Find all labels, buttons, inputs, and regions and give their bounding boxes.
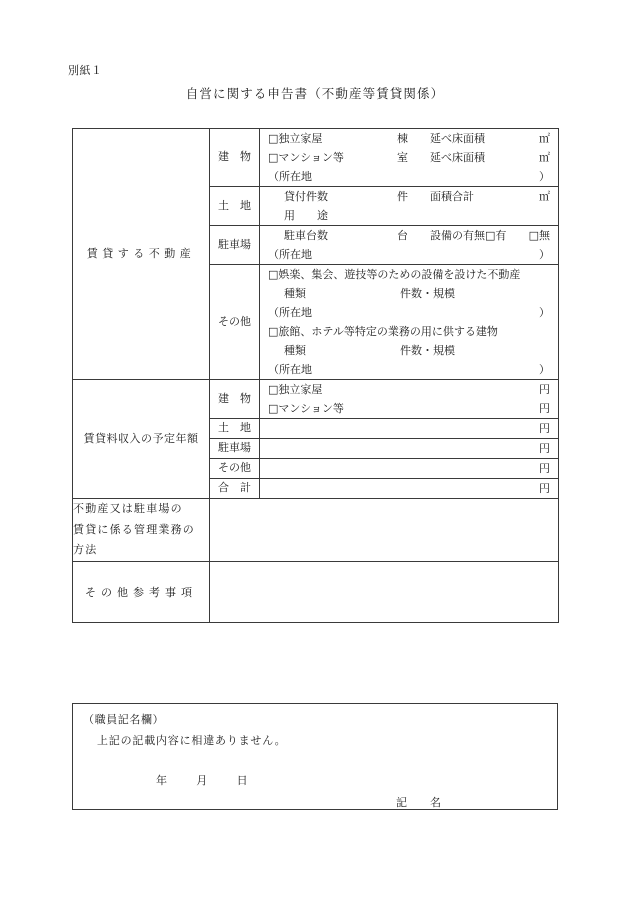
entertainment-line: [260, 265, 558, 284]
staff-box-title: （職員記名欄）: [83, 713, 165, 726]
management-method-input[interactable]: [210, 499, 559, 562]
detached-house-area-unit: ㎡: [539, 132, 550, 145]
land-use-line: [260, 206, 558, 225]
detached-house-checkbox[interactable]: □独立家屋: [268, 132, 323, 145]
hotel-type-line: [260, 341, 558, 360]
table-row-management: [73, 499, 559, 562]
apartment-unit: 室: [397, 151, 408, 164]
remarks-label: その他参考事項: [73, 562, 210, 623]
income-land-cell: [260, 419, 559, 439]
table-row-income-building: [73, 380, 559, 419]
entertainment-facility-checkbox[interactable]: □娯楽、集会、遊技等のための設備を設けた不動産: [268, 268, 521, 281]
staff-date-line: [156, 772, 273, 788]
land-total-area-label: 面積合計: [430, 190, 474, 203]
parking-detail-cell: [260, 226, 559, 265]
other-property-detail-cell: [260, 265, 559, 380]
detached-house-floor-area-label: 延べ床面積: [430, 132, 485, 145]
land-use-label: 用 途: [284, 209, 328, 222]
land-area-unit: ㎡: [539, 190, 550, 203]
management-label-line1: 不動産又は駐車場の: [73, 502, 183, 516]
entertainment-location-line: [260, 303, 558, 322]
income-apartment-checkbox[interactable]: □マンション等: [268, 402, 344, 415]
entertainment-type-label: 種類: [284, 287, 306, 300]
hotel-location-line: [260, 360, 558, 379]
income-other-line: [260, 459, 558, 478]
staff-confirmation-text: 上記の記載内容に相違ありません。: [97, 734, 287, 747]
income-land-line: [260, 419, 558, 438]
entertainment-location-close: ）: [539, 306, 550, 319]
remarks-input[interactable]: [210, 562, 559, 623]
table-row-building: [73, 129, 559, 187]
parking-spaces-line: [260, 226, 558, 245]
income-parking-line: [260, 439, 558, 458]
parking-facility-yes-checkbox[interactable]: 設備の有無□有: [430, 229, 507, 242]
detached-house-unit: 棟: [397, 132, 408, 145]
income-other-currency: 円: [539, 462, 550, 475]
staff-year-label: 年: [156, 774, 168, 787]
land-count-line: [260, 187, 558, 206]
management-method-label: [73, 499, 210, 562]
declaration-table: [72, 128, 559, 623]
income-total-cell: [260, 479, 559, 499]
income-total-label: 合 計: [210, 479, 260, 499]
staff-signature-label: 記 名: [396, 796, 447, 809]
other-property-label: その他: [210, 265, 260, 380]
parking-label: 駐車場: [210, 226, 260, 265]
income-building-cell: [260, 380, 559, 419]
page-title: 自営に関する申告書（不動産等賃貸関係）: [185, 86, 445, 101]
income-land-currency: 円: [539, 422, 550, 435]
staff-signature-box: [72, 703, 558, 810]
apartment-checkbox[interactable]: □マンション等: [268, 151, 344, 164]
staff-day-label: 日: [236, 774, 249, 787]
income-other-label: その他: [210, 459, 260, 479]
parking-location-open: （所在地: [268, 248, 312, 261]
income-building-label: 建 物: [210, 380, 260, 419]
parking-spaces-label: 駐車台数: [284, 229, 328, 242]
income-parking-label: 駐車場: [210, 439, 260, 459]
building-apartment-line: [260, 148, 558, 167]
management-label-line2: 賃貸に係る管理業務の: [73, 522, 195, 536]
management-label-line3: 方法: [73, 543, 98, 557]
hotel-location-open: （所在地: [268, 363, 312, 376]
parking-location-line: [260, 245, 558, 264]
income-apartment-line: [260, 399, 558, 418]
income-detached-line: [260, 380, 558, 399]
entertainment-type-line: [260, 284, 558, 303]
income-total-line: [260, 479, 558, 498]
building-detached-line: [260, 129, 558, 148]
apartment-area-unit: ㎡: [539, 151, 550, 164]
income-parking-currency: 円: [539, 442, 550, 455]
income-land-label: 土 地: [210, 419, 260, 439]
building-label: 建 物: [210, 129, 260, 187]
land-lending-count-label: 貸付件数: [284, 190, 328, 203]
parking-facility-no-checkbox[interactable]: □無: [528, 229, 550, 242]
document-number: 別紙１: [68, 64, 103, 77]
hotel-business-checkbox[interactable]: □旅館、ホテル等特定の業務の用に供する建物: [268, 325, 498, 338]
land-detail-cell: [260, 187, 559, 226]
building-location-line: [260, 167, 558, 186]
income-detached-currency: 円: [539, 383, 550, 396]
income-detached-house-checkbox[interactable]: □独立家屋: [268, 383, 323, 396]
entertainment-scale-label: 件数・規模: [400, 287, 455, 300]
building-location-open: （所在地: [268, 170, 312, 183]
income-parking-cell: [260, 439, 559, 459]
staff-month-label: 月: [196, 774, 209, 787]
entertainment-location-open: （所在地: [268, 306, 312, 319]
parking-location-close: ）: [539, 248, 550, 261]
table-row-remarks: [73, 562, 559, 623]
hotel-line: [260, 322, 558, 341]
land-label: 土 地: [210, 187, 260, 226]
rental-property-label: 賃貸する不動産: [73, 129, 210, 380]
hotel-type-label: 種類: [284, 344, 306, 357]
land-lending-count-unit: 件: [397, 190, 408, 203]
hotel-scale-label: 件数・規模: [400, 344, 455, 357]
building-detail-cell: [260, 129, 559, 187]
income-section-label: 賃貸料収入の予定年額: [73, 380, 210, 499]
hotel-location-close: ）: [539, 363, 550, 376]
apartment-floor-area-label: 延べ床面積: [430, 151, 485, 164]
income-total-currency: 円: [539, 482, 550, 495]
income-other-cell: [260, 459, 559, 479]
income-apartment-currency: 円: [539, 402, 550, 415]
building-location-close: ）: [539, 170, 550, 183]
parking-spaces-unit: 台: [397, 229, 408, 242]
